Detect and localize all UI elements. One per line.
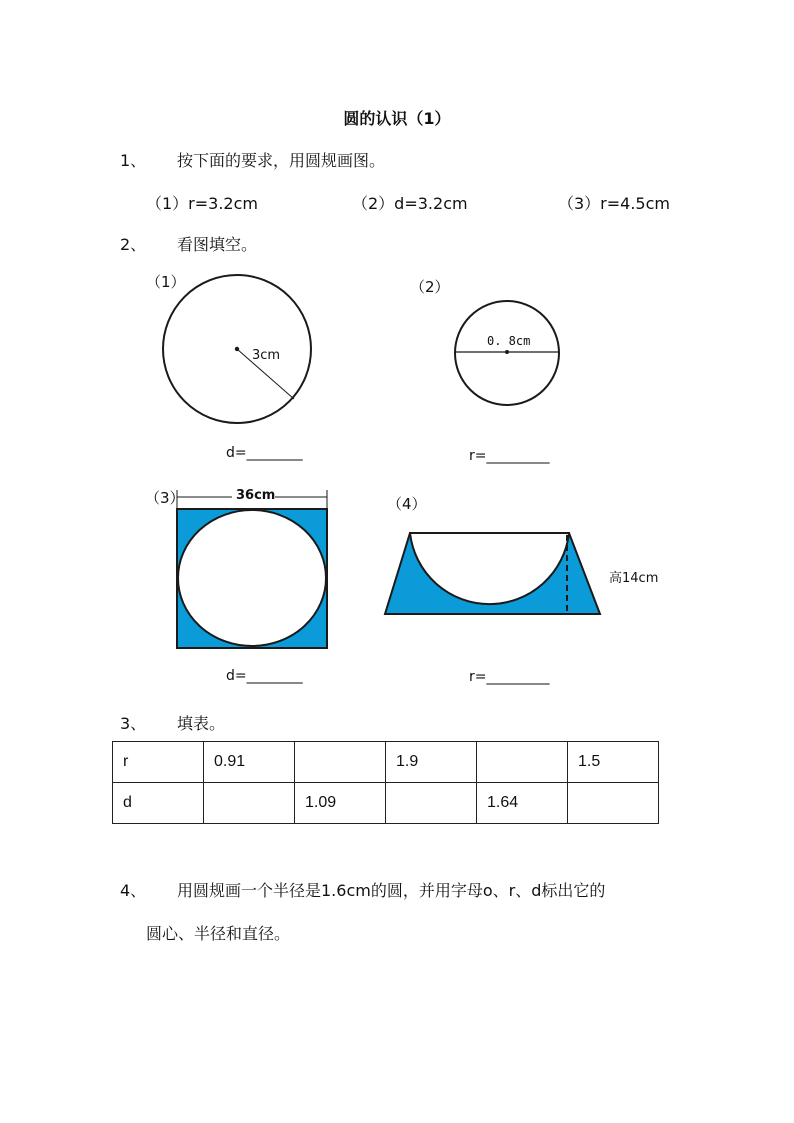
question-4-line-2: 圆心、半径和直径。	[146, 924, 291, 943]
question-1-item-2: （2）d=3.2cm	[352, 194, 468, 213]
question-4-number: 4、	[120, 881, 147, 900]
table-cell: 1.09	[295, 783, 386, 824]
question-2-number: 2、	[120, 235, 147, 254]
table-cell: 0.91	[204, 742, 295, 783]
figure-2-diameter-label: 0. 8cm	[487, 334, 531, 348]
table-cell-blank[interactable]	[386, 783, 477, 824]
figure-1-radius-label: 3cm	[252, 348, 281, 363]
question-3-number: 3、	[120, 714, 147, 733]
table-cell-blank[interactable]	[477, 742, 568, 783]
question-2-text: 看图填空。	[177, 235, 258, 254]
figure-3-width-label: 36cm	[236, 488, 276, 503]
figure-3-circle	[178, 510, 326, 646]
table-cell: 1.64	[477, 783, 568, 824]
table-cell-blank[interactable]	[204, 783, 295, 824]
question-4-line-1: 用圆规画一个半径是1.6cm的圆，并用字母o、r、d标出它的	[177, 881, 606, 900]
figure-4-answer-blank[interactable]: r=_________	[469, 669, 550, 685]
question-1-item-3: （3）r=4.5cm	[558, 194, 670, 213]
table-cell: 1.9	[386, 742, 477, 783]
question-3-text: 填表。	[177, 714, 226, 733]
fill-table	[112, 741, 659, 824]
table-row-r	[113, 742, 659, 783]
table-cell: 1.5	[568, 742, 659, 783]
question-1-text: 按下面的要求，用圆规画图。	[177, 151, 386, 170]
figure-3-label: （3）	[145, 489, 185, 507]
table-row-header: d	[113, 783, 204, 824]
figure-2-center-dot	[505, 350, 509, 354]
figure-2-label: （2）	[410, 278, 450, 296]
table-cell-blank[interactable]	[295, 742, 386, 783]
question-1-number: 1、	[120, 151, 147, 170]
table-cell-blank[interactable]	[568, 783, 659, 824]
figure-4-label: （4）	[387, 495, 427, 513]
figure-4-height-label: 高14cm	[609, 571, 659, 586]
table-row-header: r	[113, 742, 204, 783]
figure-1-answer-blank[interactable]: d=________	[226, 445, 303, 461]
figure-1-label: （1）	[146, 273, 186, 291]
question-1-item-1: （1）r=3.2cm	[146, 194, 258, 213]
table-row-d	[113, 783, 659, 824]
page-title: 圆的认识（1）	[343, 109, 451, 128]
figure-3-answer-blank[interactable]: d=________	[226, 668, 303, 684]
figure-2-answer-blank[interactable]: r=_________	[469, 448, 550, 464]
